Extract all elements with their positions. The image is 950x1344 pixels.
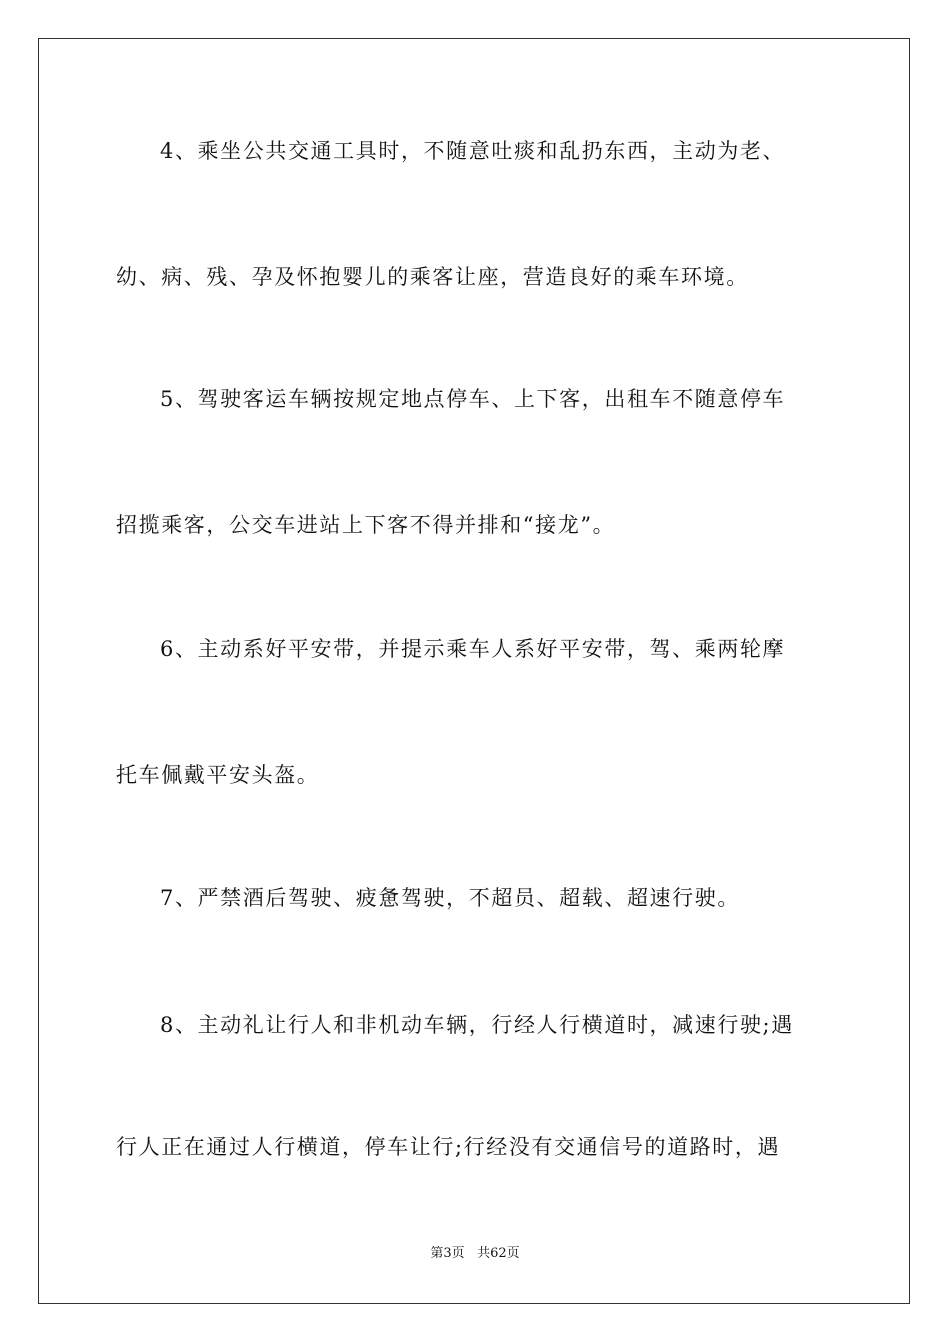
paragraph-5-line-1: 5、驾驶客运车辆按规定地点停车、上下客，出租车不随意停车 <box>160 387 786 411</box>
paragraph-7-line-1: 7、严禁酒后驾驶、疲惫驾驶，不超员、超载、超速行驶。 <box>160 886 740 910</box>
paragraph-6-line-1: 6、主动系好平安带，并提示乘车人系好平安带，驾、乘两轮摩 <box>160 637 786 661</box>
paragraph-5-line-2: 招揽乘客，公交车进站上下客不得并排和“接龙”。 <box>116 513 616 537</box>
paragraph-4-line-1: 4、乘坐公共交通工具时，不随意吐痰和乱扔东西，主动为老、 <box>160 139 786 163</box>
page-number: 第3页 <box>430 1246 465 1261</box>
page-footer <box>0 1245 950 1263</box>
page-border <box>38 38 910 1304</box>
paragraph-4-line-2: 幼、病、残、孕及怀抱婴儿的乘客让座，营造良好的乘车环境。 <box>116 265 749 289</box>
paragraph-8-line-1: 8、主动礼让行人和非机动车辆，行经人行横道时，减速行驶;遇 <box>160 1013 794 1037</box>
paragraph-8-line-2: 行人正在通过人行横道，停车让行;行经没有交通信号的道路时，遇 <box>116 1135 781 1159</box>
page-total: 共62页 <box>477 1246 520 1261</box>
paragraph-6-line-2: 托车佩戴平安头盔。 <box>116 763 320 787</box>
